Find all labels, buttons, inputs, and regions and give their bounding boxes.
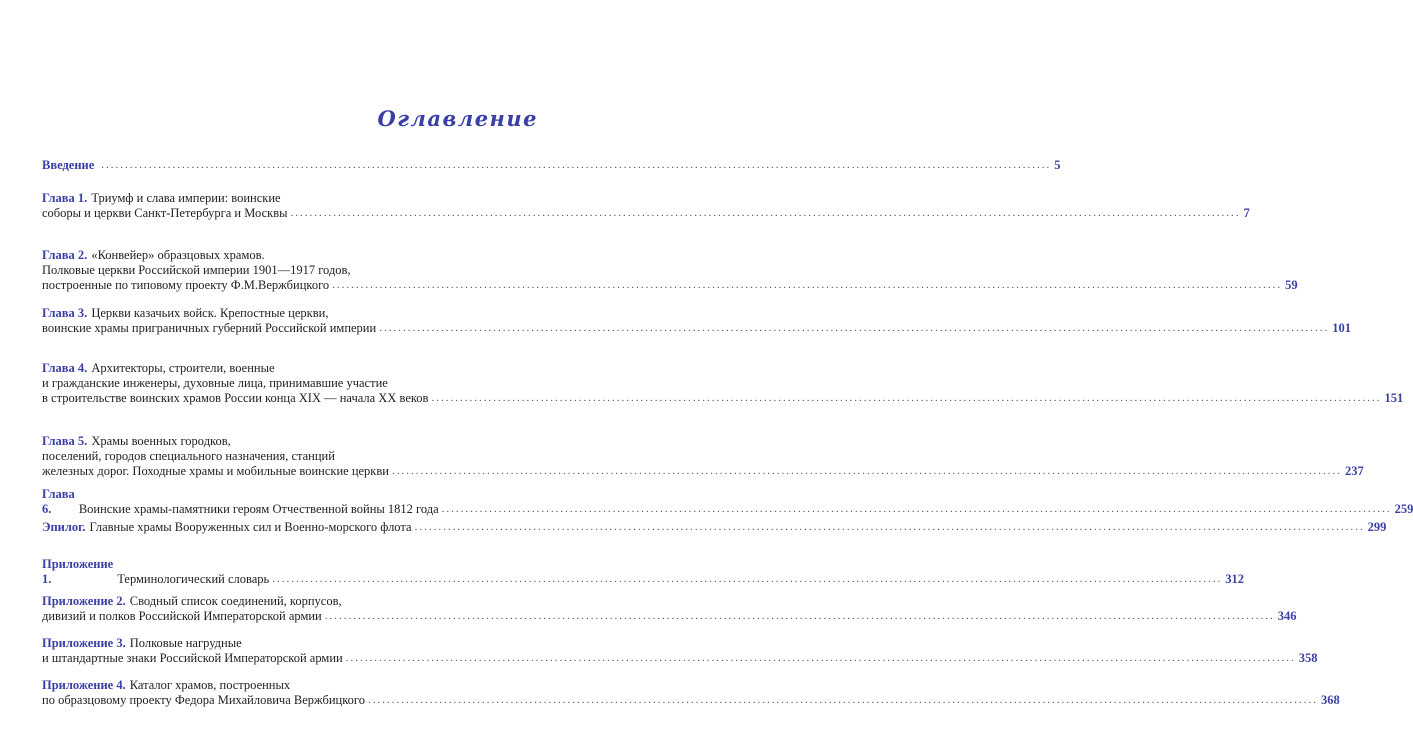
- toc-entry-text: по образцовому проекту Федора Михайловича Вержбицкого: [42, 693, 365, 707]
- toc-entry-page[interactable]: 259: [1394, 502, 1413, 516]
- toc-entry-text: Главные храмы Вооруженных сил и Военно-морского флота: [89, 520, 412, 534]
- toc-entry-page[interactable]: 7: [1243, 206, 1250, 220]
- toc-entry-page[interactable]: 151: [1384, 391, 1404, 405]
- toc-entry[interactable]: [42, 306, 1351, 336]
- toc-entry-line: [42, 391, 1404, 406]
- toc-entry-text: построенные по типовому проекту Ф.М.Вержбицкого: [42, 278, 330, 292]
- dot-leader: ........................................................................................................................................................................................................: [101, 159, 1052, 171]
- toc-entry[interactable]: [42, 520, 1387, 535]
- toc-entry-text: соборы и церкви Санкт-Петербурга и Москвы: [42, 206, 288, 220]
- toc-entry-text: и гражданские инженеры, духовные лица, принимавшие участие: [42, 376, 388, 390]
- toc-entry-text: Триумф и слава империи: воинские: [91, 191, 281, 205]
- toc-entry-text: Каталог храмов, построенных: [129, 678, 291, 692]
- toc-entry[interactable]: [42, 487, 1413, 517]
- toc-entry-label: Глава 5.: [42, 434, 88, 448]
- toc-entry-text: Церкви казачьих войск. Крепостные церкви,: [91, 306, 329, 320]
- toc-entry-line: [42, 191, 540, 206]
- toc-entry-page[interactable]: 346: [1277, 609, 1297, 623]
- toc-entry-text: Полковые нагрудные: [129, 636, 242, 650]
- toc-entry-page[interactable]: 299: [1367, 520, 1387, 534]
- toc-entry-label: Глава 1.: [42, 191, 88, 205]
- toc-entry-label: Приложение 2.: [42, 594, 126, 608]
- toc-entry-text: Терминологический словарь: [117, 572, 270, 586]
- toc-entry-label: Эпилог.: [42, 520, 86, 534]
- toc-entry-text: железных дорог. Походные храмы и мобильные воинские церкви: [42, 464, 389, 478]
- dot-leader: ........................................................................................................................................................................................................: [379, 322, 1330, 334]
- toc-entry-line: [42, 487, 1413, 517]
- toc-entry-line: [42, 464, 1364, 479]
- toc-entry-text: дивизий и полков Российской Императорской армии: [42, 609, 322, 623]
- dot-leader: ........................................................................................................................................................................................................: [441, 503, 1392, 515]
- toc-entry-page[interactable]: 358: [1298, 651, 1318, 665]
- dot-leader: ........................................................................................................................................................................................................: [368, 694, 1318, 706]
- toc-entry[interactable]: [42, 158, 1061, 173]
- toc-entry-text: Сводный список соединений, корпусов,: [129, 594, 342, 608]
- toc-entry-label: Приложение 1.: [42, 557, 114, 586]
- page-title: Оглавление: [377, 106, 538, 131]
- dot-leader: ........................................................................................................................................................................................................: [332, 279, 1283, 291]
- dot-leader: ........................................................................................................................................................................................................: [290, 207, 1241, 219]
- toc-entry-text: и штандартные знаки Российской Императорской армии: [42, 651, 343, 665]
- toc-entry-page[interactable]: 237: [1344, 464, 1364, 478]
- toc-entry-page[interactable]: 312: [1225, 572, 1244, 586]
- toc-entry-line: [42, 434, 540, 449]
- toc-entry-line: [42, 263, 540, 278]
- dot-leader: ........................................................................................................................................................................................................: [391, 465, 1342, 477]
- toc-entry-line: [42, 693, 1340, 708]
- toc-entry-line: [42, 651, 1318, 666]
- toc-entry-text: Храмы военных городков,: [91, 434, 231, 448]
- toc-entry-line: [42, 278, 1298, 293]
- toc-entry-line: [42, 248, 540, 263]
- toc-entry-label: Глава 2.: [42, 248, 88, 262]
- toc-entry-label: Глава 6.: [42, 487, 75, 516]
- dot-leader: ........................................................................................................................................................................................................: [431, 392, 1382, 404]
- toc-entry-text: в строительстве воинских храмов России конца XIX — начала XX веков: [42, 391, 429, 405]
- toc-entry-line: [42, 520, 1387, 535]
- toc-entry-text: «Конвейер» образцовых храмов.: [91, 248, 265, 262]
- dot-leader: ........................................................................................................................................................................................................: [345, 652, 1296, 664]
- toc-entry-line: [42, 321, 1351, 336]
- toc-entry-line: [42, 636, 540, 651]
- toc-entry-text: поселений, городов специального назначения, станций: [42, 449, 335, 463]
- toc-entry[interactable]: [42, 678, 1340, 708]
- toc-entry[interactable]: [42, 248, 1298, 293]
- toc-entry[interactable]: [42, 191, 1250, 221]
- dot-leader: ........................................................................................................................................................................................................: [324, 610, 1275, 622]
- toc-entry-page[interactable]: 5: [1054, 158, 1061, 172]
- toc-entry-line: [42, 557, 1244, 587]
- dot-leader: ........................................................................................................................................................................................................: [272, 573, 1223, 585]
- toc-entry-label: Приложение 3.: [42, 636, 126, 650]
- toc-entry-label: Глава 4.: [42, 361, 88, 375]
- toc-entry-line: [42, 361, 540, 376]
- toc-entry-page[interactable]: 368: [1321, 693, 1340, 707]
- toc-entry[interactable]: [42, 594, 1297, 624]
- toc-entry[interactable]: [42, 636, 1318, 666]
- toc-entry-label: Приложение 4.: [42, 678, 126, 692]
- toc-entry-line: [42, 158, 1061, 173]
- toc-entry-page[interactable]: 101: [1332, 321, 1351, 335]
- toc-entry-label: Введение: [42, 158, 95, 172]
- toc-entry-text: Полковые церкви Российской империи 1901—1917 годов,: [42, 263, 351, 277]
- toc-entry[interactable]: [42, 361, 1404, 406]
- toc-entry-text: воинские храмы приграничных губерний Российской империи: [42, 321, 377, 335]
- toc-entry-line: [42, 594, 540, 609]
- toc-entry[interactable]: [42, 557, 1244, 587]
- toc-entry-line: [42, 306, 540, 321]
- toc-entry-label: Глава 3.: [42, 306, 88, 320]
- toc-entry-text: Архитекторы, строители, военные: [91, 361, 275, 375]
- toc-entry-text: Воинские храмы-памятники героям Отчественной войны 1812 года: [78, 502, 439, 516]
- toc-entry-line: [42, 376, 540, 391]
- toc-entry-line: [42, 609, 1297, 624]
- toc-entry-page[interactable]: 59: [1285, 278, 1298, 292]
- toc-entry-line: [42, 678, 540, 693]
- toc-entry-line: [42, 449, 540, 464]
- dot-leader: ........................................................................................................................................................................................................: [414, 521, 1365, 533]
- toc-entry-line: [42, 206, 1250, 221]
- toc-entry[interactable]: [42, 434, 1364, 479]
